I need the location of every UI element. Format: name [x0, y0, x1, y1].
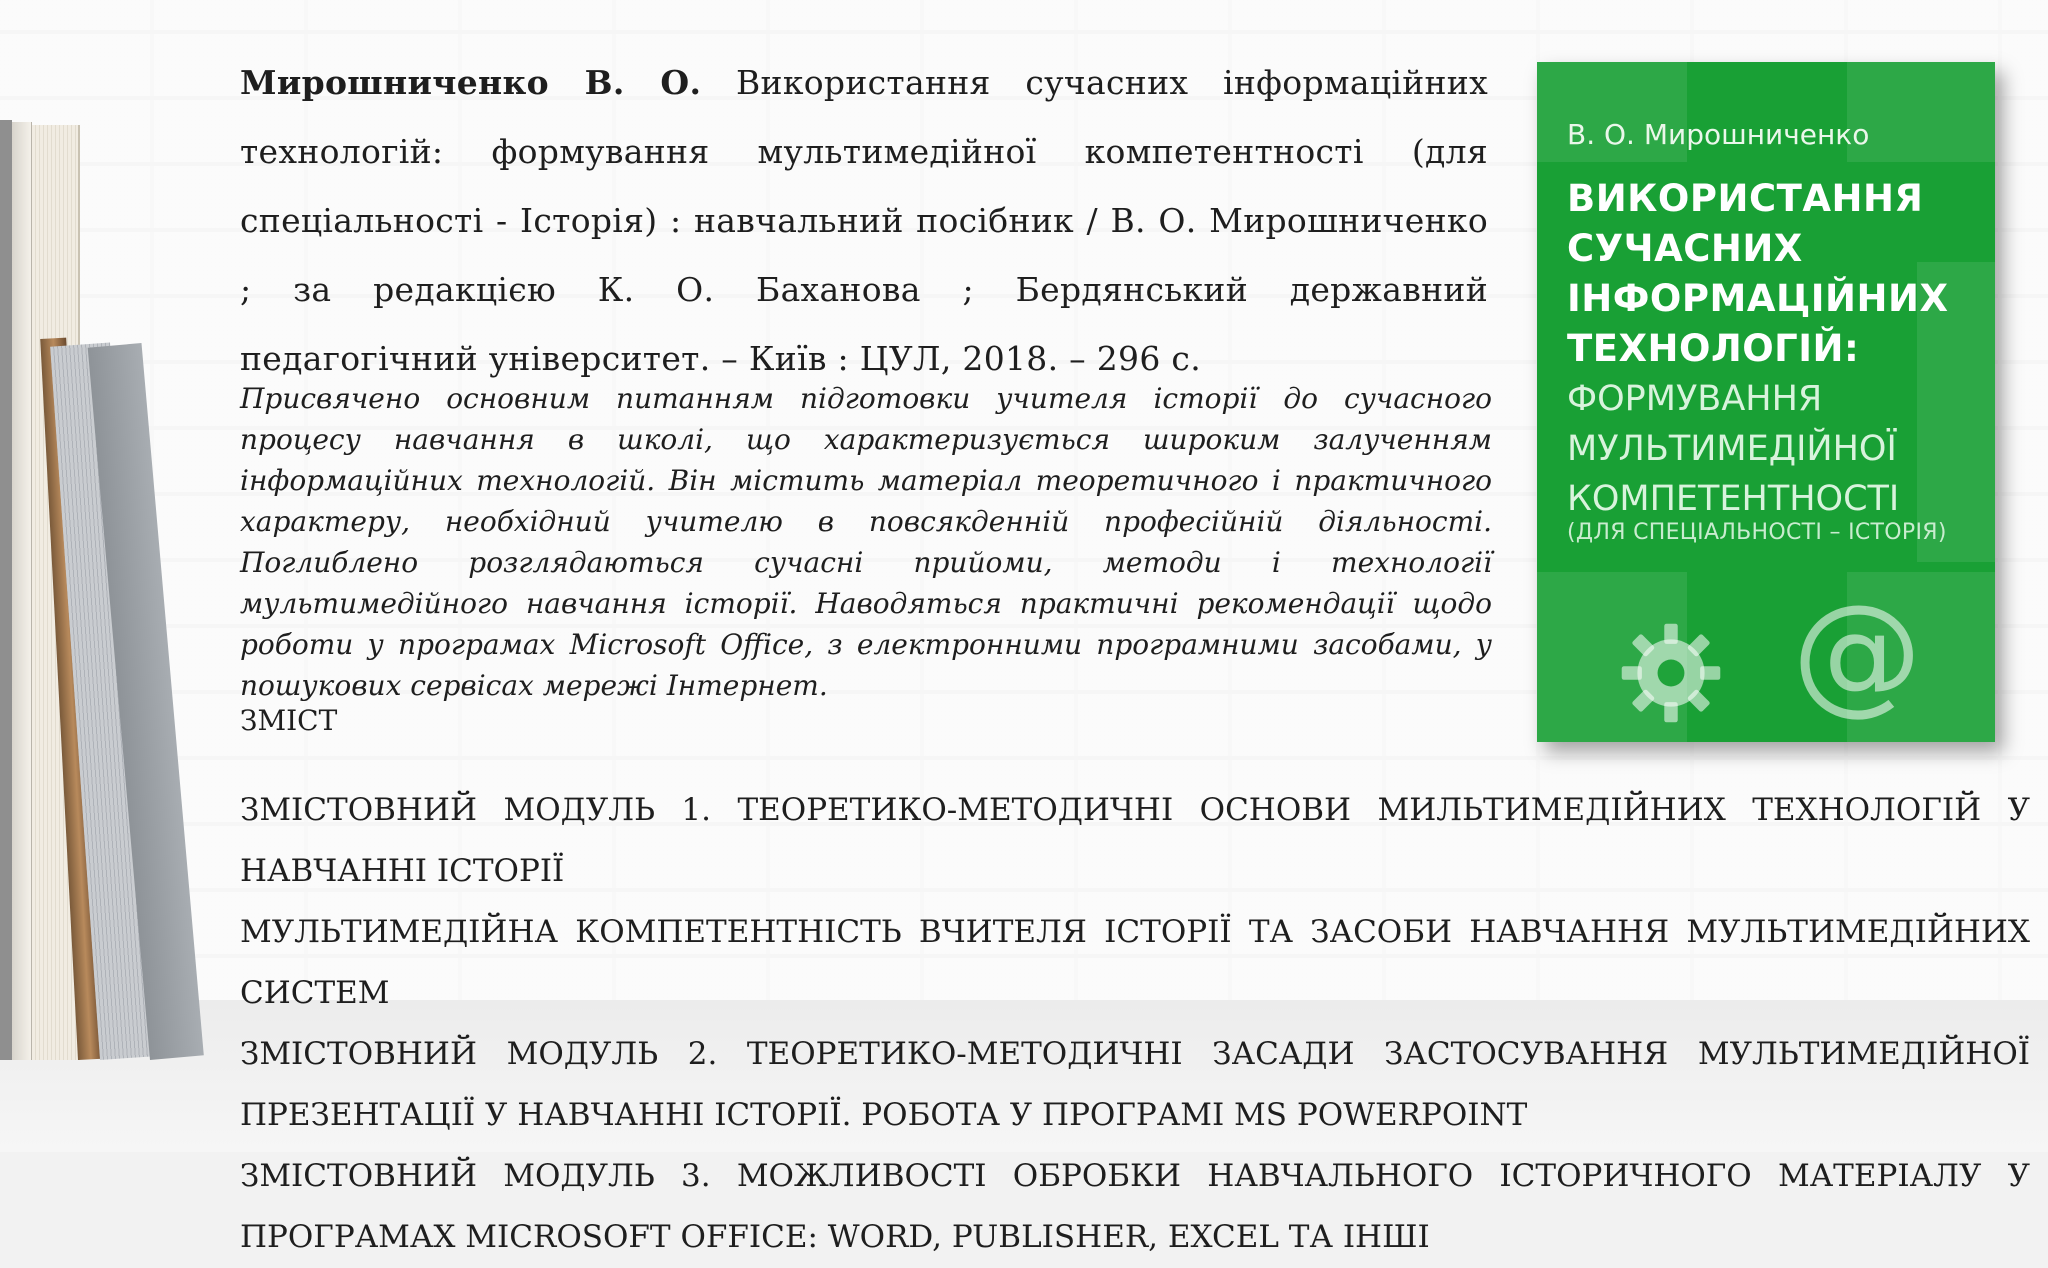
citation-text: Використання сучасних інформаційних технологій: формування мультимедійної компетентності (для спеціальності - Історія) : навчальний посібник / В. О. Мирошниченко ; за редакцією К. О. Баханова ; Бердянський державний педагогічний університет. – Київ : ЦУЛ, 2018. – 296 с. — [240, 63, 1488, 378]
cover-author: В. О. Мирошниченко — [1567, 118, 1870, 151]
at-sign-icon: @ — [1792, 576, 1922, 728]
toc-item: ЗМІСТОВНИЙ МОДУЛЬ 1. ТЕОРЕТИКО-МЕТОДИЧНІ ОСНОВИ МИЛЬТИМЕДІЙНИХ ТЕХНОЛОГІЙ У НАВЧАННІ ІСТОРІЇ — [240, 792, 2030, 889]
cover-title-line: СУЧАСНИХ — [1567, 227, 1803, 270]
toc-item: МУЛЬТИМЕДІЙНА КОМПЕТЕНТНІСТЬ ВЧИТЕЛЯ ІСТОРІЇ ТА ЗАСОБИ НАВЧАННЯ МУЛЬТИМЕДІЙНИХ СИСТЕМ — [240, 914, 2030, 1011]
gear-icon — [1615, 617, 1727, 729]
toc-item: ЗМІСТОВНИЙ МОДУЛЬ 3. МОЖЛИВОСТІ ОБРОБКИ НАВЧАЛЬНОГО ІСТОРИЧНОГО МАТЕРІАЛУ У ПРОГРАМАХ MICROSOFT OFFICE: WORD, PUBLISHER, EXCEL ТА ІНШІ — [240, 1158, 2030, 1255]
table-of-contents — [240, 780, 2030, 1268]
book-spine — [12, 122, 32, 1060]
toc-item: ЗМІСТОВНИЙ МОДУЛЬ 2. ТЕОРЕТИКО-МЕТОДИЧНІ ЗАСАДИ ЗАСТОСУВАННЯ МУЛЬТИМЕДІЙНОЇ ПРЕЗЕНТАЦІЇ У НАВЧАННІ ІСТОРІЇ. РОБОТА У ПРОГРАМІ MS POWERPOINT — [240, 1036, 2030, 1133]
citation-author: Мирошниченко В. О. — [240, 63, 702, 102]
bibliographic-citation — [240, 48, 1488, 393]
cover-title-line: ВИКОРИСТАННЯ — [1567, 177, 1924, 220]
books-decoration — [0, 0, 260, 1152]
book-cover-image — [1537, 62, 1995, 742]
cover-subtitle-line: КОМПЕТЕНТНОСТІ — [1567, 479, 1900, 519]
contents-heading: ЗМІСТ — [240, 704, 338, 737]
cover-subtitle-line: МУЛЬТИМЕДІЙНОЇ — [1567, 429, 1897, 469]
cover-title-line: ІНФОРМАЦІЙНИХ — [1567, 277, 1949, 320]
cover-title-line: ТЕХНОЛОГІЙ: — [1567, 327, 1860, 370]
book-annotation: Присвячено основним питанням підготовки учителя історії до сучасного процесу навчання в школі, що характеризується широким залученням інформаційних технологій. Він містить матеріал теоретичного і практичного характеру, необхідний учителю в повсякденній професійній діяльності. Поглиблено розглядаються сучасні прийоми, методи і технології мультимедійного навчання історії. Наводяться практичні рекомендації щодо роботи у програмах Microsoft Office, з електронними програмними засобами, у пошукових сервісах мережі Інтернет. — [240, 382, 1492, 702]
cover-specialty: (ДЛЯ СПЕЦІАЛЬНОСТІ – ІСТОРІЯ) — [1567, 520, 1947, 545]
cover-subtitle — [1567, 374, 1987, 524]
cover-title — [1567, 174, 1987, 374]
cover-subtitle-line: ФОРМУВАННЯ — [1567, 379, 1823, 419]
book-spine — [0, 120, 12, 1060]
